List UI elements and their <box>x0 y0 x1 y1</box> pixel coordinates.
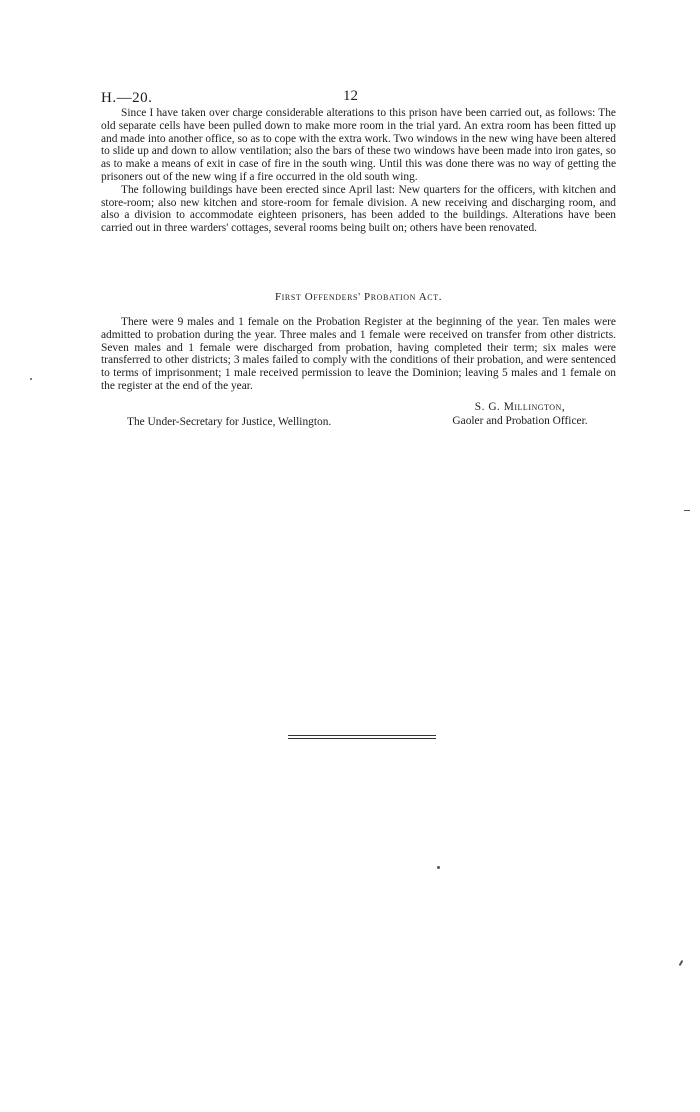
signature-block <box>440 400 600 428</box>
page-number: 12 <box>343 88 358 104</box>
report-body-probation <box>101 316 616 393</box>
section-heading: First Offenders' Probation Act. <box>274 291 443 303</box>
signatory-name: S. G. Millington, <box>474 401 566 413</box>
signatory-title: Gaoler and Probation Officer. <box>452 415 588 427</box>
document-reference: H.—20. <box>101 90 153 106</box>
end-rule-divider <box>288 735 436 741</box>
paragraph-buildings: The following buildings have been erected since April last: New quarters for the officers, with kitchen and store-room; also new kitchen and store-room for female division. A new receiving and discharging room, and also a division to accommodate eighteen prisoners, has been added to the buildings. Alterations have been carried out in three warders' cottages, several rooms being built on; others have been renovated. <box>101 183 616 235</box>
paragraph-alterations: Since I have taken over charge considerable alterations to this prison have been carried out, as follows: The old separate cells have been pulled down to make more room in the trial yard. An extra room has been fitted up and made into another office, so as to cope with the extra work. Two windows in the new wing have been altered to slide up and down to allow ventilation; also the bars of these two windows have been made into iron gates, so as to make a means of exit in case of fire in the south wing. Until this was done there was no way of getting the prisoners out of the new wing if a fire occurred in the old south wing. <box>101 107 616 183</box>
scan-speck <box>437 866 440 869</box>
report-body-top <box>101 107 616 235</box>
scan-speck <box>30 378 32 380</box>
scan-speck <box>684 510 690 511</box>
scan-speck <box>679 960 684 966</box>
paragraph-probation: There were 9 males and 1 female on the Probation Register at the beginning of the year. Ten males were admitted to probation during the year. Three males and 1 female were received on transfer from other districts. Seven males and 1 female were discharged from probation, having completed their term; six males were transferred to other districts; 3 males failed to comply with the conditions of their probation, and were sentenced to terms of imprisonment; 1 male received permission to leave the Dominion; leaving 5 males and 1 female on the register at the end of the year. <box>101 316 616 392</box>
recipient-line: The Under-Secretary for Justice, Wellington. <box>127 416 332 428</box>
